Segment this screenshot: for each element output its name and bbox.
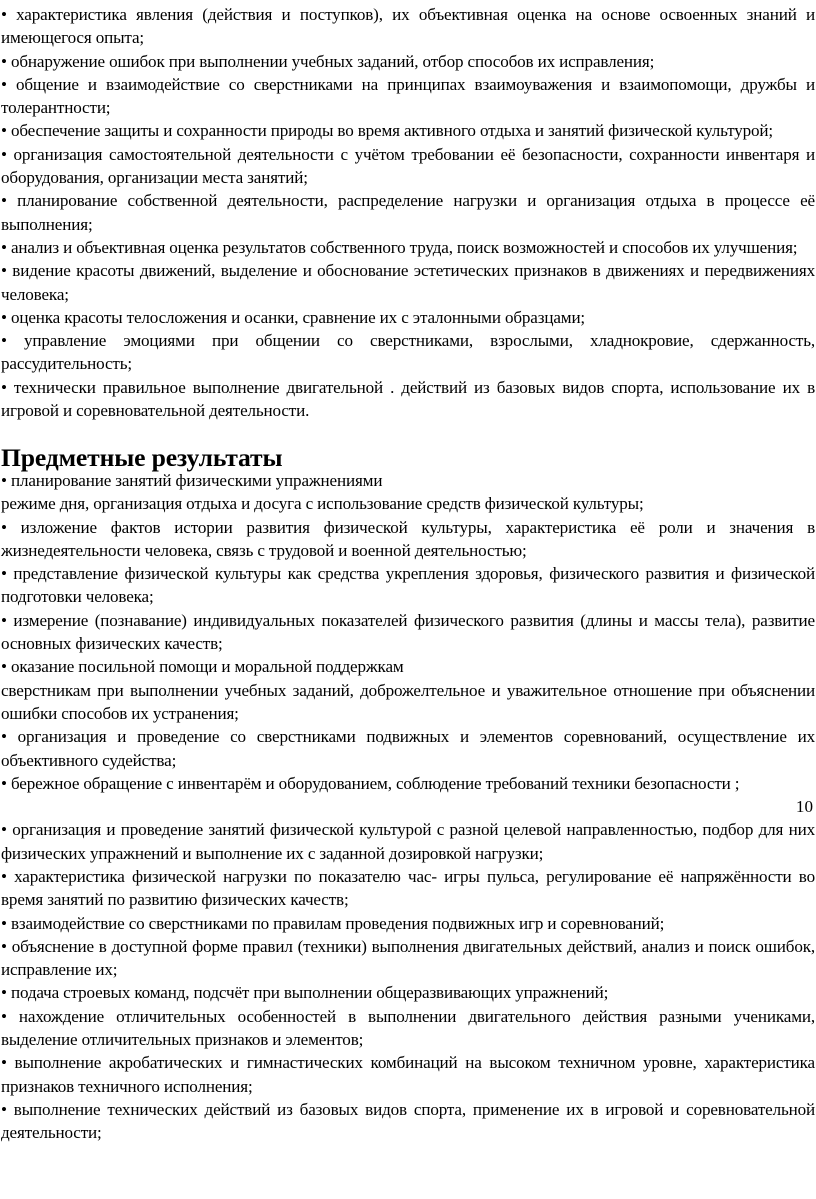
- list-item: • представление физической культуры как средства укрепления здоровья, физического развития и физической подготовки человека;: [1, 564, 815, 607]
- list-item: сверстникам при выполнении учебных заданий, доброжелтельное и уважительное отношение при объяснении ошибки способов их устранения;: [1, 680, 815, 723]
- list-item: • взаимодействие со сверстниками по правилам проведения подвижных игр и соревнований;: [1, 913, 665, 933]
- list-item: • нахождение отличительных особенностей в выполнении двигательного действия разными учениками, выделение отличительных признаков и элементов;: [1, 1006, 815, 1050]
- subject-results-section: [1, 442, 815, 1145]
- list-item: • планирование занятий физическими упражнениями: [1, 470, 383, 490]
- list-item: • выполнение технических действий из базовых видов спорта, применение их в игровой и соревновательной деятельн​ости;: [1, 1099, 815, 1143]
- list-item: • изложение фактов истории развития физической культуры, характеристика её роли и значения в жизнедеятельности человека, связь с трудовой и военной деятельностью;: [1, 517, 815, 560]
- list-item: • организация и проведение занятий физической культурой с разной целевой направленностью, подбор для них физических упражнений и выполнение их с заданной дозировкой нагрузки;: [1, 820, 815, 863]
- list-item: • бережное обращение с инвентарём и оборудованием, соблюдение требований техники безопасности ;: [1, 773, 740, 793]
- section-heading: Предметные результаты: [1, 442, 283, 472]
- list-item: • технически правильное выполнение двигательной . действий из базовых видов спорта, использование их в игровой и соревновательной деятельности.: [1, 377, 815, 421]
- top-list: [1, 3, 815, 422]
- list-item: • организация самостоятельной деятельности с учётом требовании её безопасности, сохранности инвентаря и оборудования, организации места занятий;: [1, 144, 815, 188]
- list-item: • обеспечение защиты и сохранности природы во время активного отдыха и занятий физической культурой;: [1, 121, 774, 141]
- list-item: • подача строевых команд, подсчёт при выполнении общеразвивающих упражнений;: [1, 983, 609, 1003]
- list-item: • анализ и объективная оценка результатов собственного труда, поиск возможностей и способов их улучшения;: [1, 237, 798, 257]
- list-item: • управление эмоциями при общении со сверстниками, взрослыми, хладнокровие, сдержанность, рассудительность;: [1, 331, 815, 374]
- list-item: • организация и проведение со сверстниками подвижных и элементов соревнований, осуществление их объективного судейства;: [1, 727, 815, 770]
- list-item: • обнаружение ошибок при выполнении учебных заданий, отбор способов их исправления;: [1, 51, 655, 71]
- list-item: • видение красоты движений, выделение и обоснование эстетических признаков в движениях и передвижениях человека;: [1, 261, 815, 304]
- page-number: 10: [795, 797, 813, 817]
- list-item: • характеристика физической нагрузки по показателю час- игры пульса, регулирование её напряжённости во время занятий по развитию физических качеств;: [1, 866, 815, 910]
- list-item: • оказание посильной помощи и моральной поддержкам: [1, 657, 404, 677]
- list-item: • общение и взаимодействие со сверстниками на принципах взаимоуважения и взаимопомощи, дружбы и толерантности;: [1, 74, 815, 118]
- list-item: • характеристика явления (действия и поступков), их объективная оценка на основе освоенных знаний и имеющегося опыта;: [1, 5, 815, 48]
- list-item: • объяснение в доступной форме правил (техники) выполнения двигательных действий, анализ и поиск ошибок, исправление их;: [1, 936, 815, 980]
- list-item: режиме дня, организация отдыха и досуга с использование средств физической культуры;: [1, 494, 644, 514]
- list-item: • планирование собственной деятельности, распределение нагрузки и организация отдыха в процессе её выполнения;: [1, 191, 815, 234]
- list-item: • оценка красоты телосложения и осанки, сравнение их с эталонными образцами;: [1, 307, 586, 327]
- list-item: • выполнение акробатических и гимнастических комбинаций на высоком техничном уровне, характеристика признаков техничного исполнения;: [1, 1053, 815, 1096]
- list-item: • измерение (познавание) индивидуальных показателей физического развития (длины и массы тела), развитие основных физических качеств;: [1, 610, 815, 654]
